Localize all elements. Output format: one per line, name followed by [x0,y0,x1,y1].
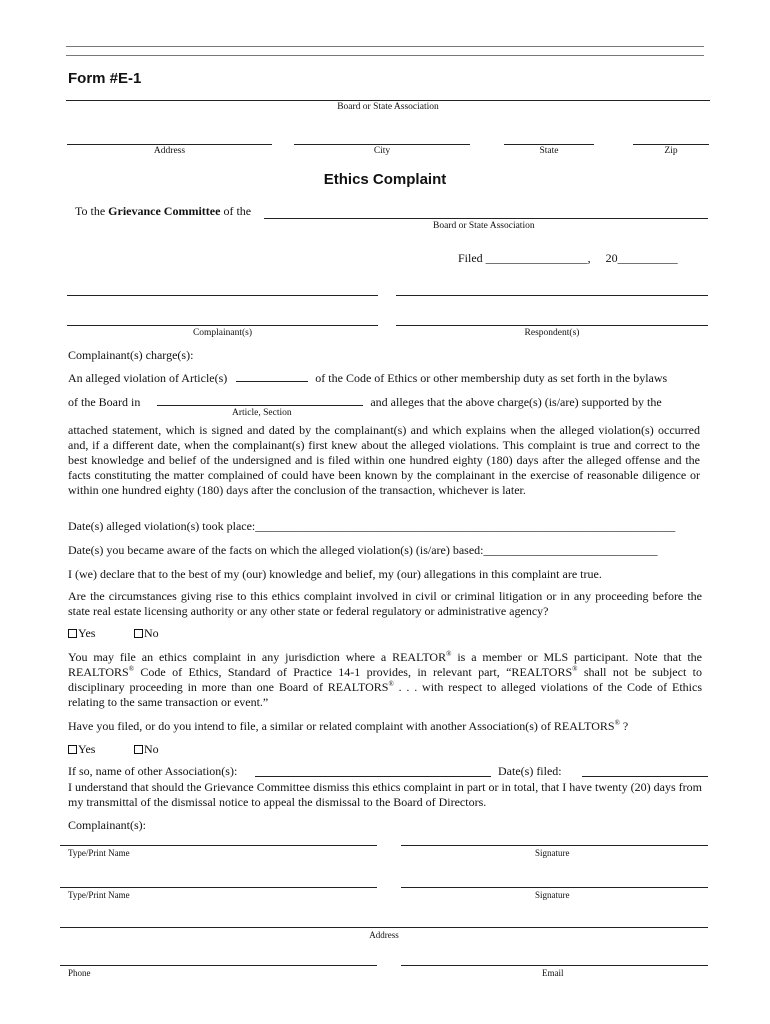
yes-label: Yes [78,626,96,640]
board-association-caption: Board or State Association [337,102,439,112]
grievance-committee: Grievance Committee [108,204,221,218]
other-assoc-label: If so, name of other Association(s): [68,764,238,778]
complainant-field-1[interactable] [67,295,378,296]
similar-question [68,719,628,734]
signature-caption-2: Signature [535,890,570,900]
city-field[interactable] [294,144,470,145]
similar-yes[interactable] [68,742,95,757]
email-caption: Email [542,968,564,978]
violation-line-1 [68,370,667,386]
email-field[interactable] [401,965,708,966]
zip-field[interactable] [633,144,709,145]
registered-mark: ® [388,680,394,688]
address-field[interactable] [67,144,272,145]
phone-field[interactable] [60,965,377,966]
respondent-caption: Respondent(s) [524,328,580,338]
complainant-caption: Complainant(s) [192,328,253,338]
litigation-no[interactable] [134,626,159,641]
similar-question-text: Have you filed, or do you intend to file, a similar or related complaint with another Association(s) of REALTORS [68,719,615,733]
checkbox-icon[interactable] [68,745,77,754]
page-title: Ethics Complaint [323,171,447,188]
violation-line-2 [68,394,662,410]
filed-label: Filed [458,251,483,265]
other-assoc-field[interactable] [255,776,491,777]
signature-caption-1: Signature [535,848,570,858]
to-board-caption: Board or State Association [433,221,535,231]
violation-text-4: and alleges that the above charge(s) (is/are) supported by the [370,395,662,409]
violation-text-3: of the Board in [68,395,141,409]
address-caption: Address [153,146,186,156]
violation-text-2: of the Code of Ethics or other membership duty as set forth in the bylaws [315,371,668,385]
state-field[interactable] [504,144,594,145]
charges-heading: Complainant(s) charge(s): [68,348,194,362]
registered-mark: ® [572,665,578,673]
filed-line [458,251,678,266]
header-rule-2 [66,55,704,56]
registered-mark: ® [614,719,620,727]
realtor-text-d: shall not be subject to disciplinary proceeding in more than one Board of REALTORS [68,665,702,694]
complainants-label: Complainant(s): [68,818,146,832]
city-caption: City [373,146,391,156]
to-suffix: of the [220,204,252,218]
filed-date-field[interactable]: _________________, [485,251,591,265]
realtor-text-a: You may file an ethics complaint in any jurisdiction where a REALTOR [68,650,447,664]
checkbox-icon[interactable] [68,629,77,638]
state-caption: State [539,146,559,156]
statement-paragraph: attached statement, which is signed and dated by the complainant(s) and which explains when the alleged violation(s) occurred and, if a different date, when the complainant(s) first knew about the alleged violations. This complaint is true and correct to the best knowledge and belief of the undersigned and is filed within one hundred eighty (180) days after the alleged offense and the facts constituting the matter complained of could have been known by the complainant in the exercise of reasonable diligence or within one hundred eighty (180) days after the conclusion of the transaction, whichever is later. [68,423,700,497]
form-id: Form #E-1 [68,70,142,87]
article-field[interactable] [236,370,308,382]
circumstances-question: Are the circumstances giving rise to this ethics complaint involved in civil or criminal litigation or in any proceeding before the state real estate licensing authority or any other state or federal regulatory or administrative agency? [68,589,702,618]
respondent-field-1[interactable] [396,295,708,296]
litigation-yes[interactable] [68,626,95,641]
type-print-name-caption-1: Type/Print Name [68,848,130,858]
name-field-1[interactable] [60,845,377,846]
checkbox-icon[interactable] [134,745,143,754]
dismiss-paragraph: I understand that should the Grievance Committee dismiss this ethics complaint in part or in total, that I have twenty (20) days from my transmittal of the dismissal notice to appeal the dismissal to the Board of Directors. [68,780,702,809]
other-date-field[interactable] [582,776,708,777]
date-aware[interactable]: Date(s) you became aware of the facts on which the alleged violation(s) (is/are) based:_____________________________ [68,543,658,557]
address-field-bottom[interactable] [60,927,708,928]
phone-caption: Phone [68,968,91,978]
realtor-text-c: Code of Ethics, Standard of Practice 14-1 provides, in relevant part, “REALTORS [134,665,573,679]
registered-mark: ® [446,650,452,658]
declaration: I (we) declare that to the best of my (our) knowledge and belief, my (our) allegations in this complaint are true. [68,567,602,581]
name-field-2[interactable] [60,887,377,888]
registered-mark: ® [128,665,135,673]
other-date-label: Date(s) filed: [498,764,562,778]
complainant-field-2[interactable] [67,325,378,326]
to-line [75,204,251,219]
signature-field-2[interactable] [401,887,708,888]
realtor-text-b: is a member or MLS participant. Note that the REALTORS [68,650,702,679]
violation-text-1: An alleged violation of Article(s) [68,371,228,385]
to-board-field[interactable] [264,218,708,219]
header-rule-1 [66,46,704,47]
realtor-text-e: . . . with respect to alleged violations of the Code of Ethics relating to the same transaction or event.” [68,680,702,709]
to-prefix: To the [75,204,109,218]
checkbox-icon[interactable] [134,629,143,638]
type-print-name-caption-2: Type/Print Name [68,890,130,900]
signature-field-1[interactable] [401,845,708,846]
similar-no[interactable] [134,742,159,757]
zip-caption: Zip [664,146,678,156]
date-took-place[interactable]: Date(s) alleged violation(s) took place:______________________________________________________________________ [68,519,676,533]
no-label: No [144,626,159,640]
board-association-field[interactable] [66,100,710,101]
yes-label: Yes [78,742,96,756]
article-section-caption: Article, Section [232,408,292,418]
respondent-field-2[interactable] [396,325,708,326]
no-label: No [144,742,159,756]
board-in-field[interactable] [157,394,363,406]
realtor-paragraph [68,650,702,710]
similar-question-tail: ? [619,719,629,733]
filed-year-field[interactable]: 20__________ [605,251,678,265]
address-caption-bottom: Address [369,930,399,940]
